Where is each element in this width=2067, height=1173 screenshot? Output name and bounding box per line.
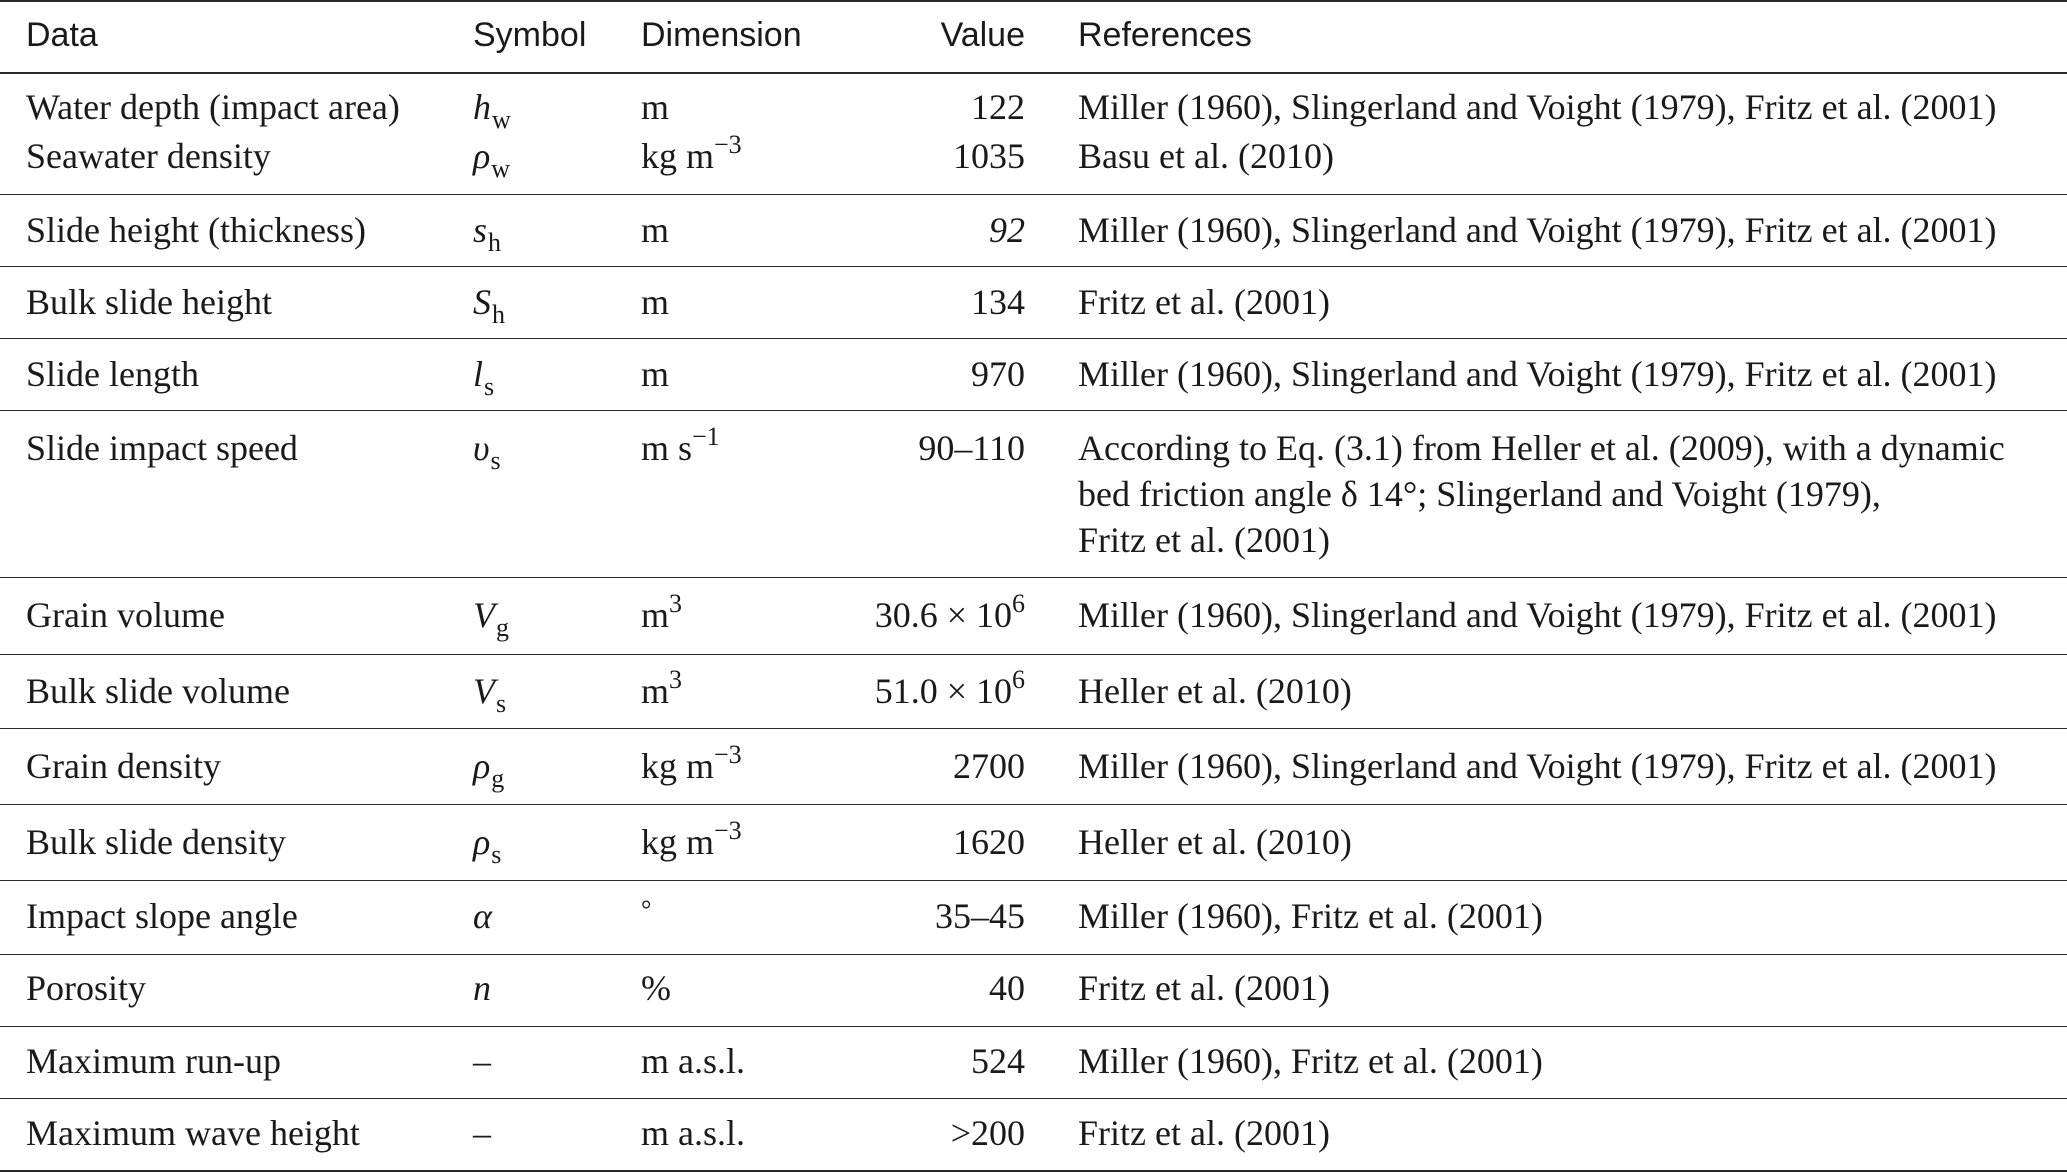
cell-data: Water depth (impact area) xyxy=(26,87,400,127)
cell-references: Fritz et al. (2001) xyxy=(1078,282,1330,322)
row-divider xyxy=(0,880,2067,881)
cell-value: 40 xyxy=(989,968,1025,1008)
cell-data: Porosity xyxy=(26,968,147,1008)
table-bottom-rule xyxy=(0,1170,2067,1172)
cell-value: 524 xyxy=(971,1041,1025,1081)
cell-references: Miller (1960), Fritz et al. (2001) xyxy=(1078,1041,1543,1081)
cell-symbol: – xyxy=(473,1113,491,1153)
cell-symbol: $h_w$ xyxy=(473,87,511,134)
cell-references xyxy=(1078,425,2005,563)
cell-dimension: kg $m^{-3}$ xyxy=(641,130,742,176)
cell-symbol: $V_s$ xyxy=(473,671,507,718)
row-divider xyxy=(0,654,2067,655)
cell-references: Fritz et al. (2001) xyxy=(1078,1113,1330,1153)
cell-data: Bulk slide height xyxy=(26,282,272,322)
cell-dimension: m xyxy=(641,210,670,250)
cell-data: Impact slope angle xyxy=(26,896,298,936)
cell-symbol: $\upsilon_s$ xyxy=(473,428,501,475)
cell-dimension: m a.s.l. xyxy=(641,1113,745,1153)
cell-data: Slide length xyxy=(26,354,199,394)
cell-symbol: $\rho_s$ xyxy=(473,822,502,869)
cell-symbol: α xyxy=(473,896,492,936)
cell-value: 92 xyxy=(989,210,1025,250)
cell-dimension: % xyxy=(641,968,671,1008)
row-divider xyxy=(0,194,2067,195)
cell-symbol: $s_h$ xyxy=(473,210,502,257)
cell-data: Grain density xyxy=(26,746,221,786)
row-divider xyxy=(0,804,2067,805)
reference-line: According to Eq. (3.1) from Heller et al. (2009), with a dynamic xyxy=(1078,428,2005,468)
reference-line: Fritz et al. (2001) xyxy=(1078,520,1330,560)
header-references: References xyxy=(1078,16,1252,54)
cell-data: Seawater density xyxy=(26,136,271,176)
cell-references: Miller (1960), Slingerland and Voight (1979), Fritz et al. (2001) xyxy=(1078,746,1997,786)
cell-data: Maximum wave height xyxy=(26,1113,360,1153)
cell-data: Maximum run-up xyxy=(26,1041,281,1081)
cell-value: 2700 xyxy=(953,746,1025,786)
cell-dimension: m $s^{-1}$ xyxy=(641,422,720,468)
cell-symbol: n xyxy=(473,968,491,1008)
cell-symbol: $l_s$ xyxy=(473,354,495,401)
cell-dimension: m xyxy=(641,354,670,394)
row-divider xyxy=(0,954,2067,955)
header-value: Value xyxy=(940,16,1025,54)
row-divider xyxy=(0,728,2067,729)
cell-references: Basu et al. (2010) xyxy=(1078,136,1334,176)
cell-value: $30.6 \times 10^6$ xyxy=(874,589,1025,635)
cell-dimension: m a.s.l. xyxy=(641,1041,745,1081)
row-divider xyxy=(0,577,2067,578)
header-data: Data xyxy=(26,16,98,54)
cell-dimension: $m^3$ xyxy=(641,589,683,635)
reference-line: bed friction angle δ 14°; Slingerland and Voight (1979), xyxy=(1078,474,1881,514)
cell-references: Miller (1960), Slingerland and Voight (1979), Fritz et al. (2001) xyxy=(1078,354,1997,394)
row-divider xyxy=(0,1026,2067,1027)
cell-dimension: $m^3$ xyxy=(641,665,683,711)
cell-data: Bulk slide density xyxy=(26,822,286,862)
cell-dimension: kg $m^{-3}$ xyxy=(641,816,742,862)
cell-dimension: m xyxy=(641,87,670,127)
row-divider xyxy=(0,1098,2067,1099)
header-rule xyxy=(0,72,2067,74)
cell-value: 970 xyxy=(971,354,1025,394)
cell-value: 134 xyxy=(971,282,1025,322)
cell-dimension: kg $m^{-3}$ xyxy=(641,740,742,786)
cell-references: Miller (1960), Slingerland and Voight (1979), Fritz et al. (2001) xyxy=(1078,87,1997,127)
cell-value: 1620 xyxy=(953,822,1025,862)
cell-data: Slide impact speed xyxy=(26,428,298,468)
cell-symbol: $V_g$ xyxy=(473,595,509,642)
cell-data: Bulk slide volume xyxy=(26,671,290,711)
cell-symbol: $S_h$ xyxy=(473,282,505,329)
cell-symbol: $\rho_g$ xyxy=(473,746,505,793)
cell-references: Miller (1960), Slingerland and Voight (1979), Fritz et al. (2001) xyxy=(1078,210,1997,250)
cell-value: 90–110 xyxy=(918,428,1025,468)
cell-data: Slide height (thickness) xyxy=(26,210,366,250)
row-divider xyxy=(0,410,2067,411)
cell-symbol: $\rho_w$ xyxy=(473,136,511,183)
table-top-rule xyxy=(0,0,2067,2)
row-divider xyxy=(0,338,2067,339)
cell-symbol: – xyxy=(473,1041,491,1081)
cell-value: $51.0 \times 10^6$ xyxy=(874,665,1025,711)
cell-references: Miller (1960), Fritz et al. (2001) xyxy=(1078,896,1543,936)
cell-value: >200 xyxy=(950,1113,1025,1153)
cell-value: 1035 xyxy=(953,136,1025,176)
cell-references: Fritz et al. (2001) xyxy=(1078,968,1330,1008)
cell-references: Miller (1960), Slingerland and Voight (1979), Fritz et al. (2001) xyxy=(1078,595,1997,635)
cell-value: 35–45 xyxy=(935,896,1025,936)
cell-value: 122 xyxy=(971,87,1025,127)
cell-dimension: ° xyxy=(641,895,652,924)
row-divider xyxy=(0,266,2067,267)
header-dimension: Dimension xyxy=(641,16,802,54)
cell-data: Grain volume xyxy=(26,595,225,635)
cell-references: Heller et al. (2010) xyxy=(1078,822,1352,862)
header-symbol: Symbol xyxy=(473,16,587,54)
cell-references: Heller et al. (2010) xyxy=(1078,671,1352,711)
cell-dimension: m xyxy=(641,282,670,322)
